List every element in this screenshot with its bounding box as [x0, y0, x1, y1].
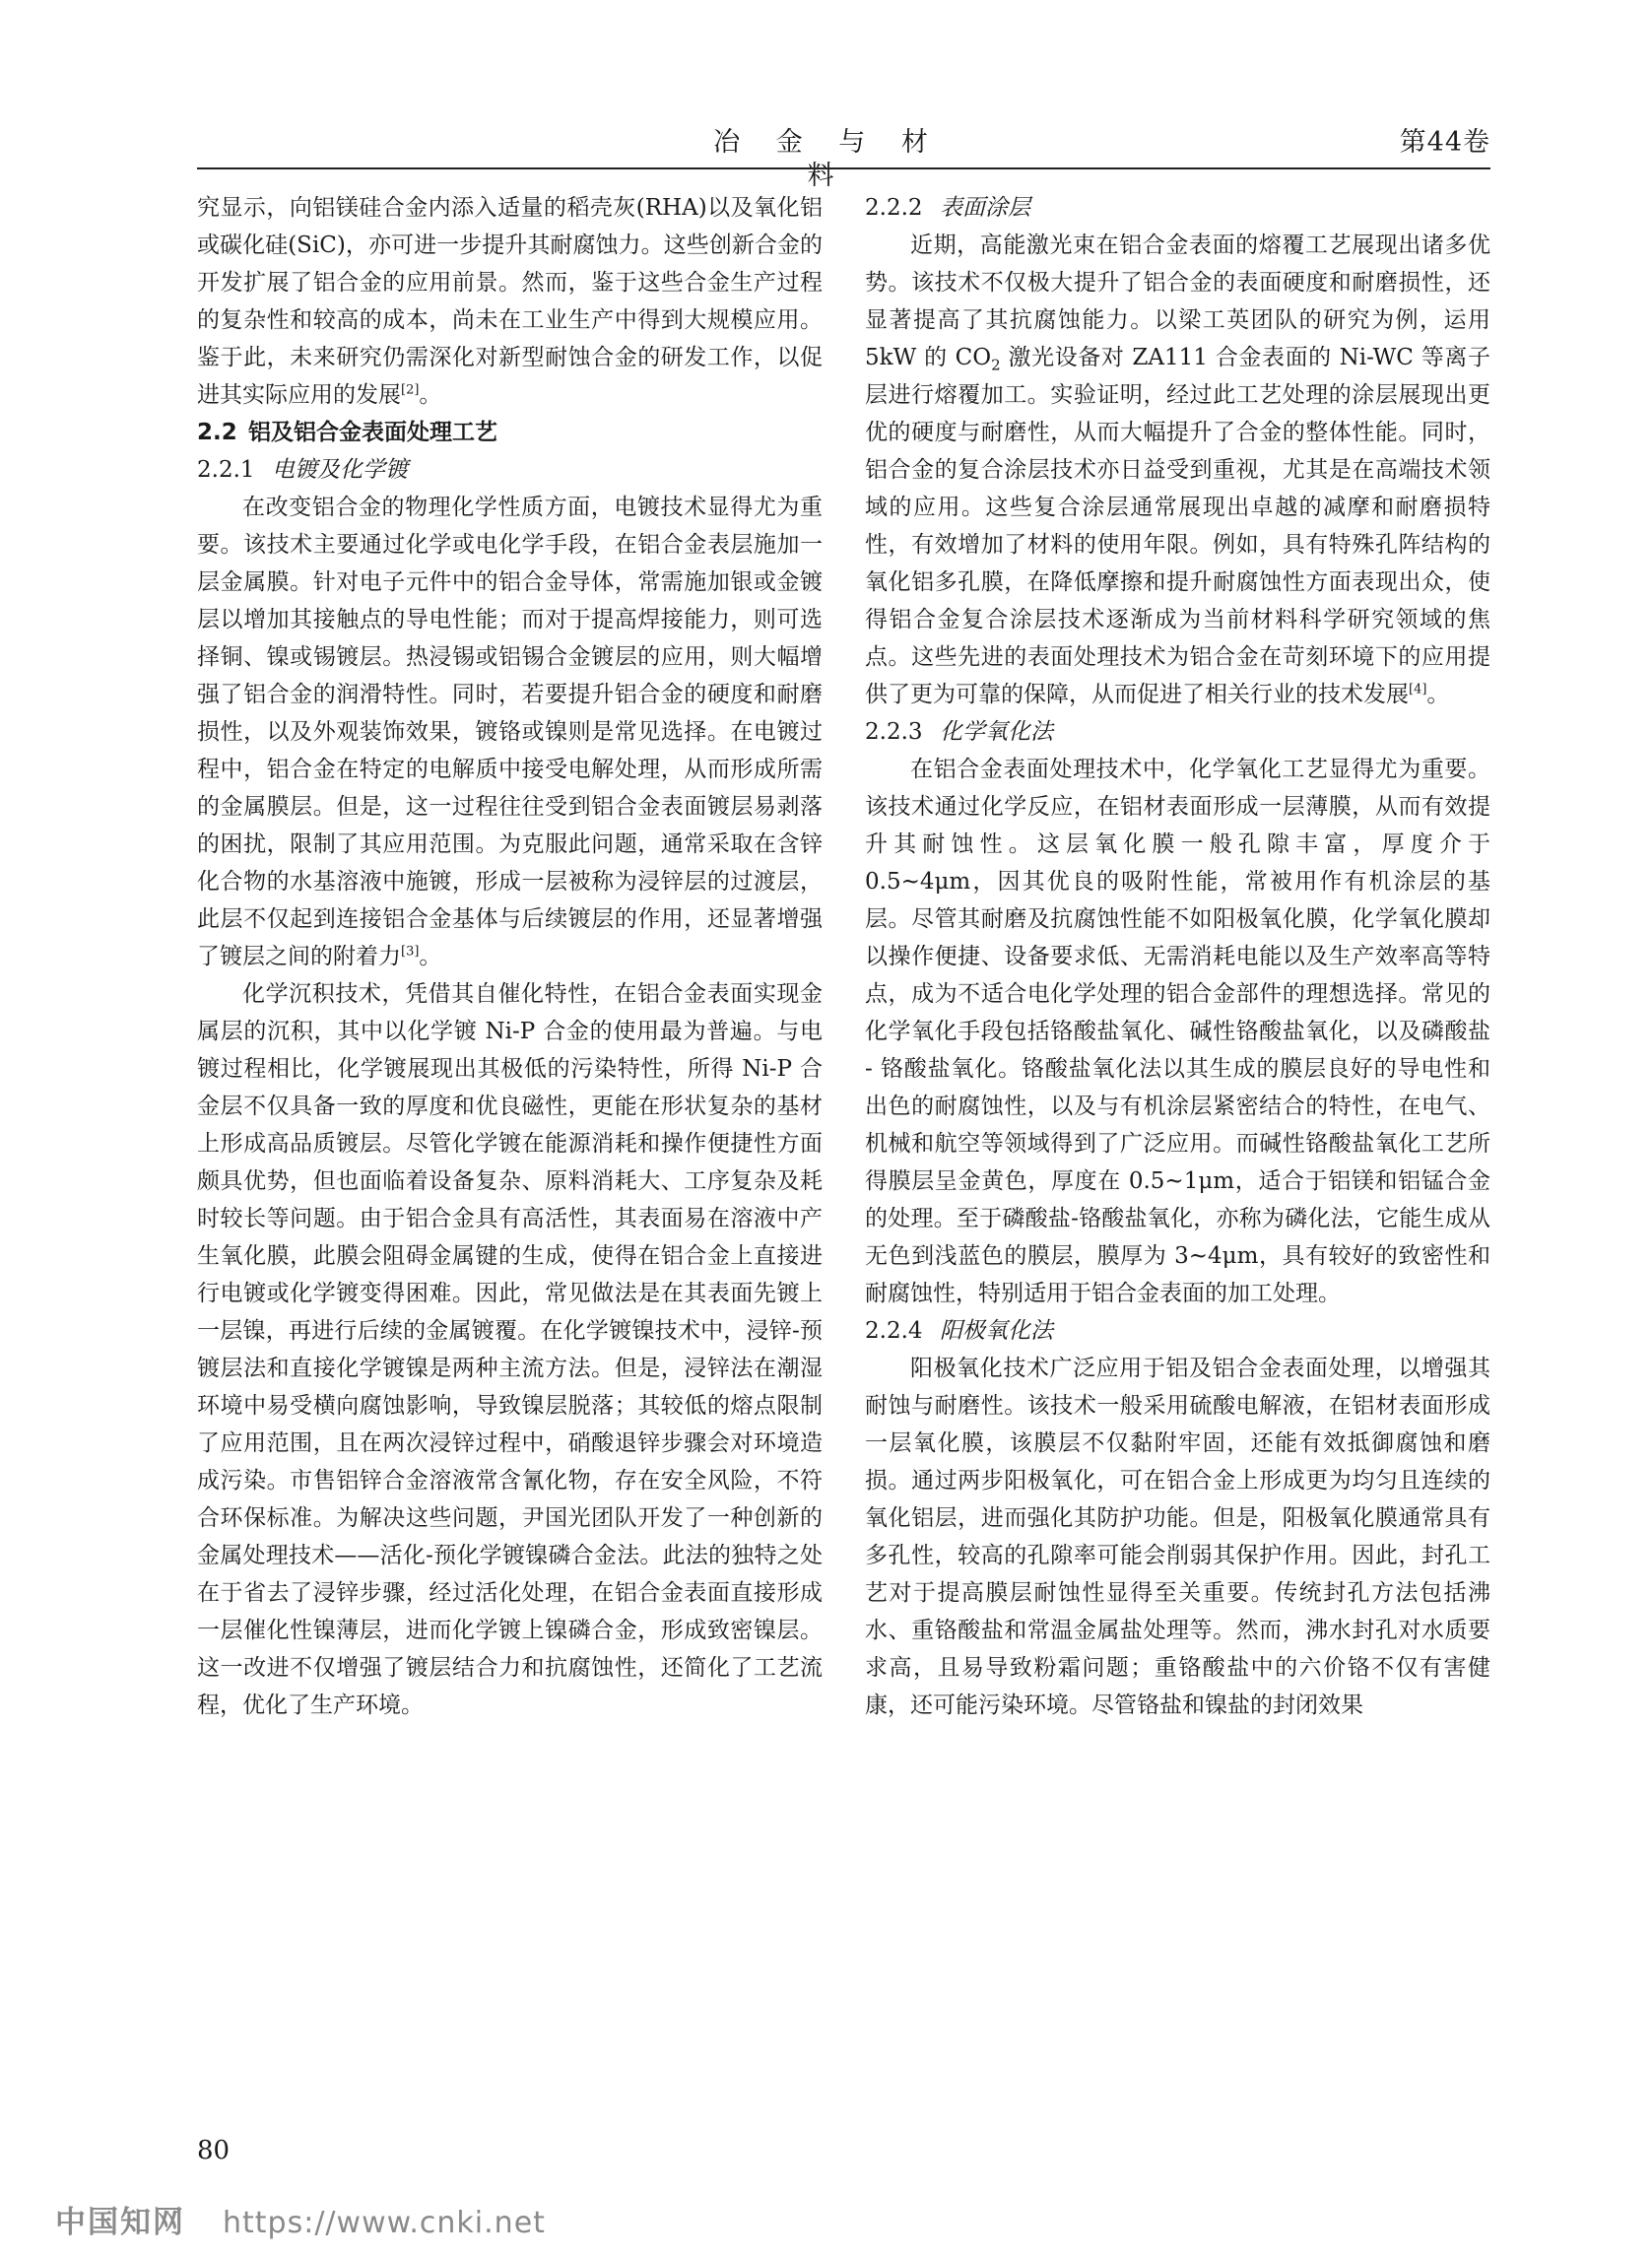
paragraph-electroplating: [197, 489, 823, 975]
paragraph-anodizing: 阳极氧化技术广泛应用于铝及铝合金表面处理，以增强其耐蚀与耐磨性。该技术一般采用硫酸电解液，在铝材表面形成一层氧化膜，该膜层不仅黏附牢固，还能有效抵御腐蚀和磨损。通过两步阳极氧化，可在铝合金上形成更为均匀且连续的氧化铝层，进而强化其防护功能。但是，阳极氧化膜通常具有多孔性，较高的孔隙率可能会削弱其保护作用。因此，封孔工艺对于提高膜层耐蚀性显得至关重要。传统封孔方法包括沸水、重铬酸盐和常温金属盐处理等。然而，沸水封孔对水质要求高，且易导致粉霜问题；重铬酸盐中的六价铬不仅有害健康，还可能污染环境。尽管铬盐和镍盐的封闭效果: [865, 1356, 1490, 1718]
citation-ref: [2]: [401, 382, 420, 398]
cnki-watermark: [55, 2197, 546, 2240]
subsection-number: 2.2.4: [865, 1318, 923, 1344]
volume-label: 第44卷: [1399, 127, 1490, 158]
paragraph-text: 激光设备对 ZA111 合金表面的 Ni-WC 等离子层进行熔覆加工。实验证明，经过此工艺处理的涂层展现出更优的硬度与耐磨性，从而大幅提升了合金的整体性能。同时，铝合金的复合涂层技术亦日益受到重视，尤其是在高端技术领域的应用。这些复合涂层通常展现出卓越的减摩和耐磨损特性，有效增加了材料的使用年限。例如，具有特殊孔阵结构的氧化铝多孔膜，在降低摩擦和提升耐腐蚀性方面表现出众，使得铝合金复合涂层技术逐渐成为当前材料科学研究领域的焦点。这些先进的表面处理技术为铝合金在苛刻环境下的应用提供了更为可靠的保障，从而促进了相关行业的技术发展: [865, 345, 1490, 707]
subsection-number: 2.2.2: [865, 195, 923, 221]
subsection-heading-2-2-2: [865, 189, 1490, 227]
section-title: 铝及铝合金表面处理工艺: [248, 420, 497, 445]
paragraph-chemical-oxidation: 在铝合金表面处理技术中，化学氧化工艺显得尤为重要。该技术通过化学反应，在铝材表面形成一层薄膜，从而有效提升其耐蚀性。这层氧化膜一般孔隙丰富，厚度介于 0.5~4μm，因其优良的吸附性能，常被用作有机涂层的基层。尽管其耐磨及抗腐蚀性能不如阳极氧化膜，化学氧化膜却以操作便捷、设备要求低、无需消耗电能以及生产效率高等特点，成为不适合电化学处理的铝合金部件的理想选择。常见的化学氧化手段包括铬酸盐氧化、碱性铬酸盐氧化，以及磷酸盐 - 铬酸盐氧化。铬酸盐氧化法以其生成的膜层良好的导电性和出色的耐腐蚀性，以及与有机涂层紧密结合的特性，在电气、机械和航空等领域得到了广泛应用。而碱性铬酸盐氧化工艺所得膜层呈金黄色，厚度在 0.5~1μm，适合于铝镁和铝锰合金的处理。至于磷酸盐-铬酸盐氧化，亦称为磷化法，它能生成从无色到浅蓝色的膜层，膜厚为 3~4μm，具有较好的致密性和耐腐蚀性，特别适用于铝合金表面的加工处理。: [865, 757, 1490, 1306]
subsection-title: 化学氧化法: [940, 719, 1053, 745]
paragraph-coating: [865, 227, 1490, 713]
subsection-title: 电镀及化学镀: [272, 457, 408, 483]
paragraph-end: 。: [419, 382, 442, 408]
paragraph-electroless: 化学沉积技术，凭借其自催化特性，在铝合金表面实现金属层的沉积，其中以化学镀 Ni-P 合金的使用最为普遍。与电镀过程相比，化学镀展现出其极低的污染特性，所得 Ni-P 合金层不仅具备一致的厚度和优良磁性，更能在形状复杂的基材上形成高品质镀层。尽管化学镀在能源消耗和操作便捷性方面颇具优势，但也面临着设备复杂、原料消耗大、工序复杂及耗时较长等问题。由于铝合金具有高活性，其表面易在溶液中产生氧化膜，此膜会阻碍金属键的生成，使得在铝合金上直接进行电镀或化学镀变得困难。因此，常见做法是在其表面先镀上一层镍，再进行后续的金属镀覆。在化学镀镍技术中，浸锌-预镀层法和直接化学镀镍是两种主流方法。但是，浸锌法在潮湿环境中易受横向腐蚀影响，导致镍层脱落；其较低的熔点限制了应用范围，且在两次浸锌过程中，硝酸退锌步骤会对环境造成污染。市售铝锌合金溶液常含氰化物，存在安全风险，不符合环保标准。为解决这些问题，尹国光团队开发了一种创新的金属处理技术——活化-预化学镀镍磷合金法。此法的独特之处在于省去了浸锌步骤，经过活化处理，在铝合金表面直接形成一层催化性镍薄层，进而化学镀上镍磷合金，形成致密镍层。这一改进不仅增强了镀层结合力和抗腐蚀性，还简化了工艺流程，优化了生产环境。: [197, 981, 823, 1718]
paragraph-text: 究显示，向铝镁硅合金内添入适量的稻壳灰(RHA)以及氧化铝或碳化硅(SiC)，亦可进一步提升其耐腐蚀力。这些创新合金的开发扩展了铝合金的应用前景。然而，鉴于这些合金生产过程的复杂性和较高的成本，尚未在工业生产中得到大规模应用。鉴于此，未来研究仍需深化对新型耐蚀合金的研发工作，以促进其实际应用的发展: [197, 195, 823, 408]
subsection-number: 2.2.1: [197, 457, 255, 483]
subscript: 2: [991, 356, 1001, 374]
header-rule: [197, 167, 1490, 169]
left-column: [197, 189, 823, 1724]
subsection-title: 表面涂层: [940, 195, 1030, 221]
subsection-title: 阳极氧化法: [940, 1318, 1053, 1344]
watermark-site-name: 中国知网: [55, 2205, 185, 2240]
subsection-heading-2-2-3: [865, 713, 1490, 751]
journal-title: 冶 金 与 材 料: [713, 127, 942, 191]
paragraph-end: 。: [419, 944, 442, 969]
right-column: [865, 189, 1490, 1724]
page-number: 80: [197, 2136, 231, 2165]
citation-ref: [4]: [1409, 682, 1427, 697]
section-heading-2-2: [197, 414, 823, 451]
paragraph-intro: [197, 189, 823, 414]
subsection-heading-2-2-4: [865, 1312, 1490, 1350]
citation-ref: [3]: [401, 944, 420, 960]
paragraph-text: 近期，高能激光束在铝合金表面的熔覆工艺展现出诸多优势。该技术不仅极大提升了铝合金的表面硬度和耐磨损性，还显著提高了其抗腐蚀能力。以梁工英团队的研究为例，运用 5kW 的 CO: [865, 232, 1490, 370]
section-number: 2.2: [197, 420, 237, 445]
subsection-number: 2.2.3: [865, 719, 923, 745]
watermark-url: https://www.cnki.net: [223, 2206, 546, 2240]
paragraph-text: 在改变铝合金的物理化学性质方面，电镀技术显得尤为重要。该技术主要通过化学或电化学手段，在铝合金表层施加一层金属膜。针对电子元件中的铝合金导体，常需施加银或金镀层以增加其接触点的导电性能；而对于提高焊接能力，则可选择铜、镍或锡镀层。热浸锡或铝锡合金镀层的应用，则大幅增强了铝合金的润滑特性。同时，若要提升铝合金的硬度和耐磨损性，以及外观装饰效果，镀铬或镍则是常见选择。在电镀过程中，铝合金在特定的电解质中接受电解处理，从而形成所需的金属膜层。但是，这一过程往往受到铝合金表面镀层易剥落的困扰，限制了其应用范围。为克服此问题，通常采取在含锌化合物的水基溶液中施镀，形成一层被称为浸锌层的过渡层，此层不仅起到连接铝合金基体与后续镀层的作用，还显著增强了镀层之间的附着力: [197, 495, 823, 969]
subsection-heading-2-2-1: [197, 451, 823, 489]
paragraph-end: 。: [1426, 682, 1450, 707]
